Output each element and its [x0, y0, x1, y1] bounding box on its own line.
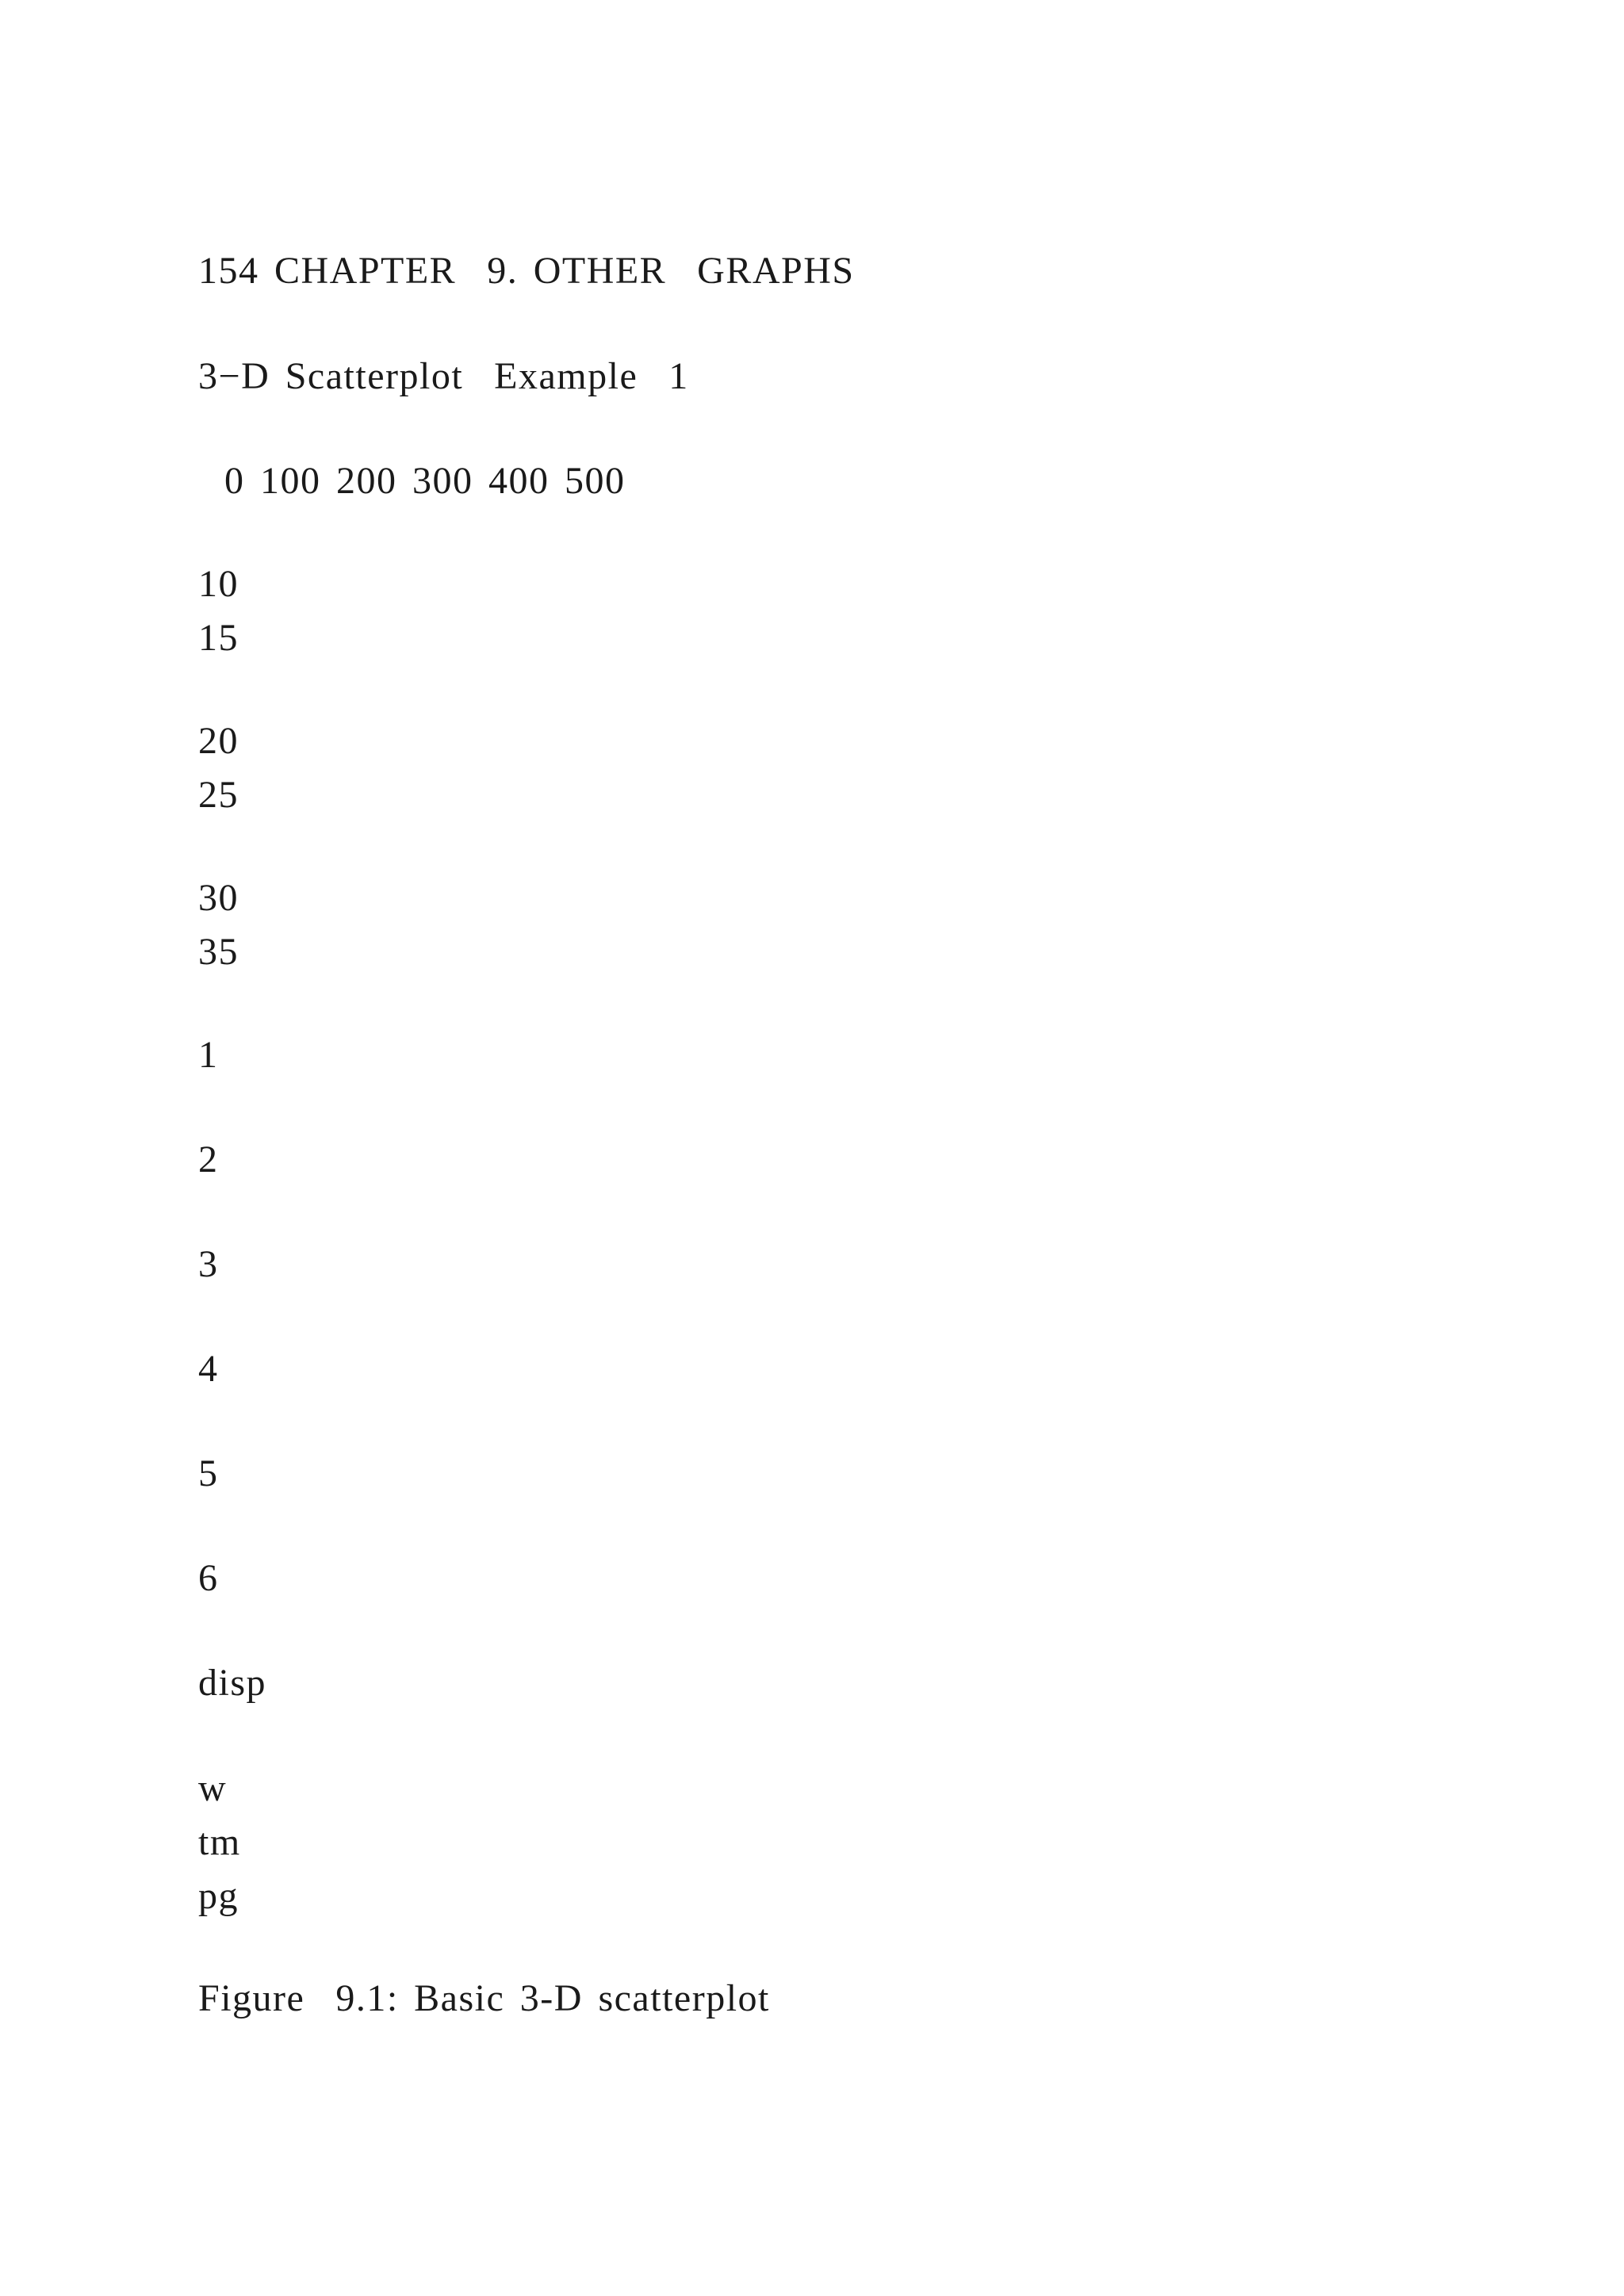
- y-tick-label: 30: [198, 877, 239, 919]
- y-tick-label: 25: [198, 774, 239, 816]
- y-tick-label: 15: [198, 617, 239, 659]
- plot-title: 3−D Scatterplot Example 1: [198, 355, 689, 397]
- z-axis-label-part: tm: [198, 1821, 241, 1863]
- z-tick-label: 2: [198, 1138, 219, 1181]
- y-tick-label: 10: [198, 563, 239, 605]
- figure-caption: Figure 9.1: Basic 3-D scatterplot: [198, 1977, 770, 2019]
- z-tick-label: 1: [198, 1034, 219, 1076]
- y-tick-label: 20: [198, 720, 239, 762]
- y-axis-label: pg: [198, 1875, 239, 1917]
- z-tick-label: 5: [198, 1452, 219, 1494]
- z-tick-label: 4: [198, 1348, 219, 1390]
- x-axis-label: disp: [198, 1662, 267, 1704]
- z-tick-label: 3: [198, 1243, 219, 1285]
- z-tick-label: 6: [198, 1557, 219, 1599]
- x-axis-tick-labels: 0 100 200 300 400 500: [224, 460, 626, 502]
- running-head: 154 CHAPTER 9. OTHER GRAPHS: [198, 250, 855, 292]
- z-axis-label-part: w: [198, 1767, 228, 1809]
- y-tick-label: 35: [198, 931, 239, 973]
